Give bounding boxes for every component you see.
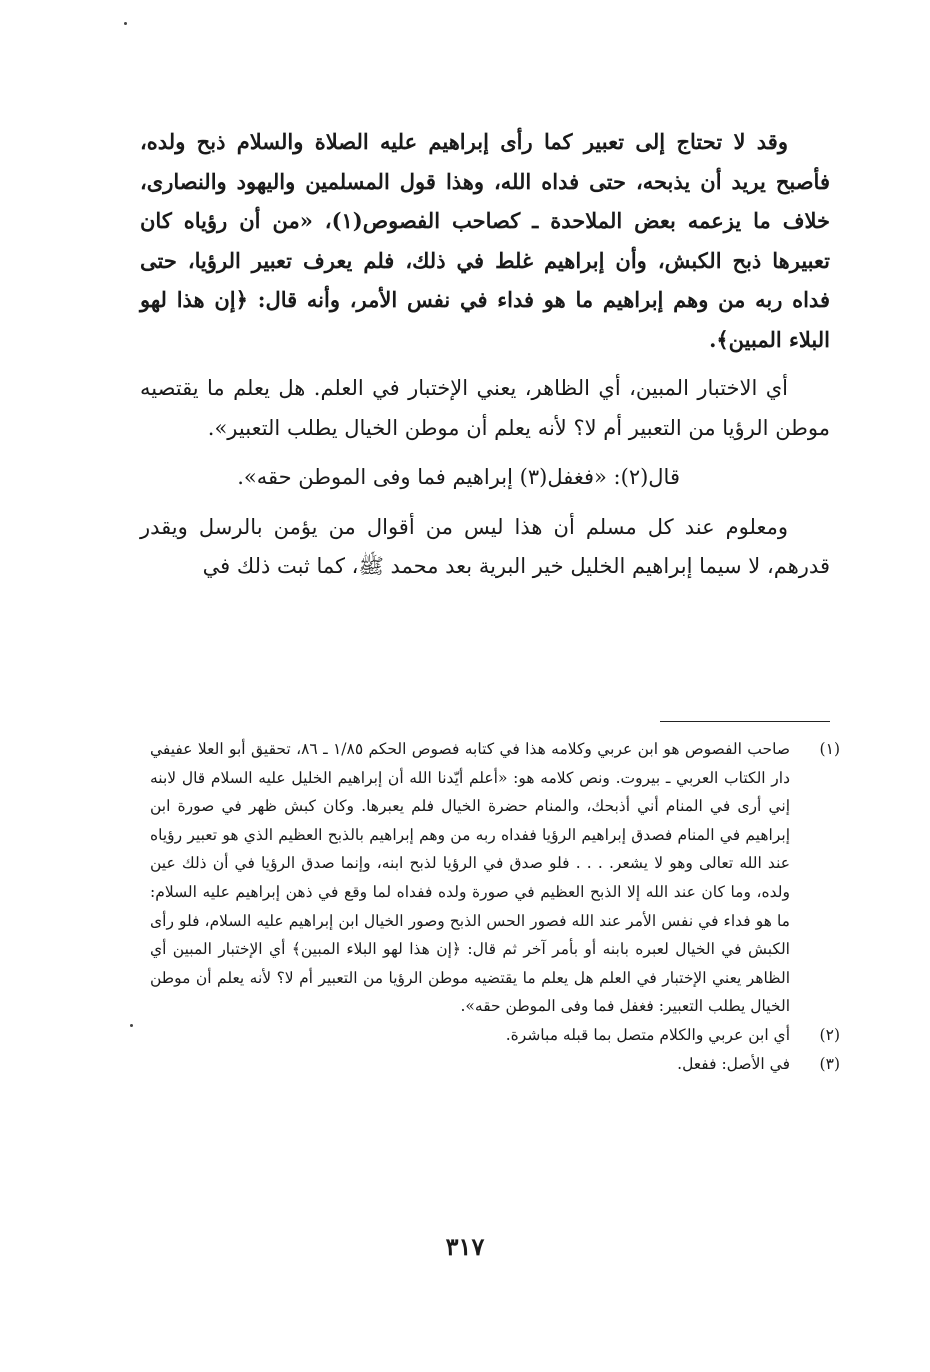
- footnote-divider: [660, 721, 830, 722]
- footnote-number: (٣): [819, 1054, 840, 1073]
- footnotes: [140, 735, 840, 1078]
- footnote-text: صاحب الفصوص هو ابن عربي وكلامه هذا في كتابه فصوص الحكم ١/٨٥ ـ ٨٦، تحقيق أبو العلا عفيفي دار الكتاب العربي ـ بيروت. ونص كلامه هو: «أعلم أيّدنا الله أن إبراهيم الخليل عليه السلام قال لابنه إني أرى في المنام أني أذبحك، والمنام حضرة الخيال فلم يعبرها. وكان كبش ظهر في صورة ابن إبراهيم في المنام فصدق إبراهيم الرؤيا ففداه ربه من وهم إبراهيم بالذبح العظيم الذي هو تعبير رؤياه عند الله تعالى وهو لا يشعر. . . . فلو صدق في الرؤيا لذبح ابنه، وإنما صدق الرؤيا في أن ذلك عين ولده، وما كان عند الله إلا الذبح العظيم في صورة ولده ففداه لما وقع في ذهن إبراهيم عليه السلام: ما هو فداء في نفس الأمر عند الله فصور الحس الذبح وصور الخيال ابن إبراهيم عليه السلام، فلو رأى الكبش في الخيال لعبره بابنه أو بأمر آخر ثم قال: ﴿إن هذا لهو البلاء المبين﴾ أي الإختبار المبين أي الظاهر يعني الإختبار في العلم هل يعلم ما يقتضيه موطن الرؤيا من التعبير أم لا؟ لأنه يعلم أن موطن الخيال يطلب التعبير: فغفل فما وفى الموطن حقه».: [150, 740, 790, 1016]
- scan-speck: [124, 22, 127, 25]
- scan-speck: [130, 1024, 133, 1027]
- footnote-2: [140, 1021, 840, 1050]
- footnote-text: أي ابن عربي والكلام متصل بما قبله مباشرة.: [505, 1025, 790, 1044]
- paragraph-4: ومعلوم عند كل مسلم أن هذا ليس من أقوال من يؤمن بالرسل ويقدر قدرهم، لا سيما إبراهيم الخليل خير البرية بعد محمد ﷺ، كما ثبت ذلك في: [140, 514, 830, 578]
- footnote-number: (١): [819, 740, 840, 758]
- footnote-1: [140, 735, 840, 1021]
- paragraph-1: وقد لا تحتاج إلى تعبير كما رأى إبراهيم عليه الصلاة والسلام ذبح ولده، فأصبح يريد أن يذبحه، حتى فداه الله، وهذا قول المسلمين واليهود والنصارى، خلاف ما يزعمه بعض الملاحدة ـ كصاحب الفصوص(١)، «من أن رؤياه كان تعبيرها ذبح الكبش، وأن إبراهيم غلط في ذلك، فلم يعرف تعبير الرؤيا، حتى فداه ربه من وهم إبراهيم ما هو فداء في نفس الأمر، وأنه قال: ﴿إن هذا لهو البلاء المبين﴾.: [140, 129, 831, 352]
- footnote-number: (٢): [819, 1025, 840, 1044]
- main-text: [140, 122, 830, 597]
- paragraph-2: أي الاختبار المبين، أي الظاهر، يعني الإختبار في العلم. هل يعلم ما يقتصيه موطن الرؤيا من التعبير أم لا؟ لأنه يعلم أن موطن الخيال يطلب التعبير».: [140, 376, 830, 440]
- footnote-text: في الأصل: ففعل.: [677, 1054, 790, 1073]
- page-number: ٣١٧: [445, 1232, 485, 1261]
- paragraph-3: قال(٢): «فغفل(٣) إبراهيم فما وفى الموطن حقه».: [237, 465, 680, 489]
- footnote-3: [140, 1050, 840, 1079]
